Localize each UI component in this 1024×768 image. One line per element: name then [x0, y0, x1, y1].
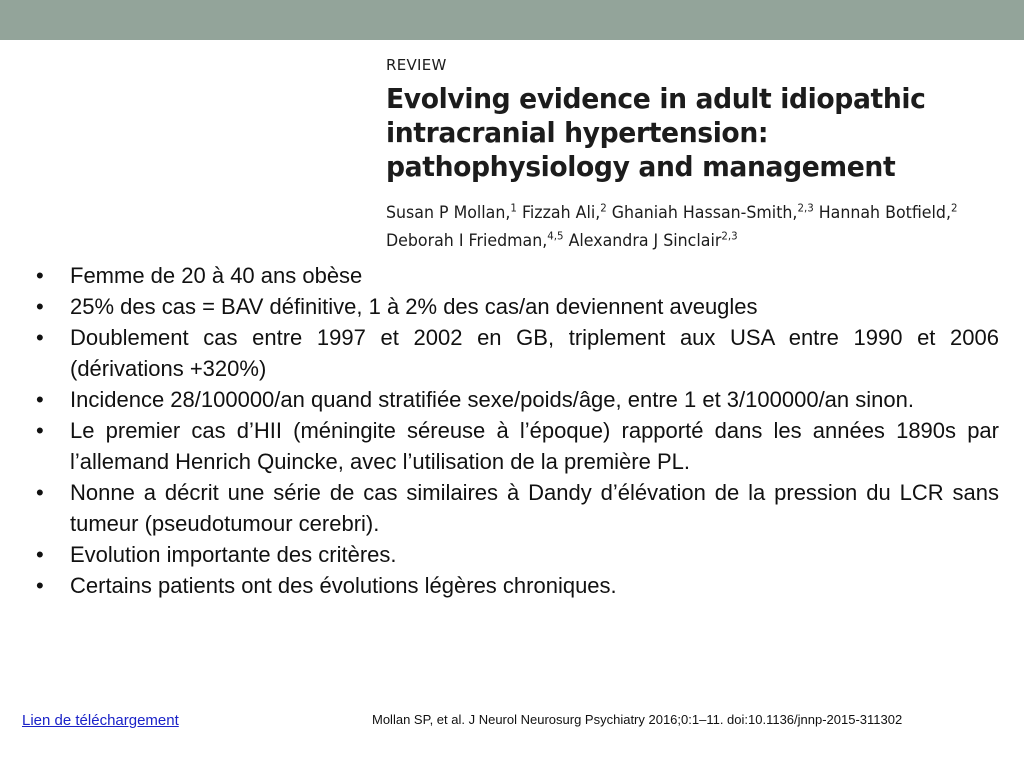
paper-header-image [386, 56, 1006, 253]
author: Ghaniah Hassan-Smith,$^{2,3}$ [611, 201, 814, 223]
author: Hannah Botfield,$^2$ [818, 201, 958, 223]
bullet-item: • Incidence 28/100000/an quand stratifiée sexe/poids/âge, entre 1 et 3/100000/an sinon. [36, 384, 999, 415]
bullet-dot-icon: • [36, 573, 44, 598]
paper-title: Evolving evidence in adult idiopathic intracranial hypertension: pathophysiology and management [386, 82, 926, 183]
bullet-dot-icon: • [36, 325, 44, 350]
bullet-dot-icon: • [36, 294, 44, 319]
paper-authors [386, 196, 963, 253]
paper-kind-label: REVIEW [386, 56, 447, 74]
bullet-dot-icon: • [36, 542, 44, 567]
bullet-dot-icon: • [36, 418, 44, 443]
author: Alexandra J Sinclair$^{2,3}$ [568, 229, 738, 252]
download-link[interactable]: Lien de téléchargement [22, 712, 179, 729]
bullet-item: • 25% des cas = BAV définitive, 1 à 2% des cas/an deviennent aveugles [36, 291, 999, 322]
bullet-dot-icon: • [36, 387, 44, 412]
author: Deborah I Friedman,$^{4,5}$ [386, 229, 564, 252]
citation: Mollan SP, et al. J Neurol Neurosurg Psychiatry 2016;0:1–11. doi:10.1136/jnnp-2015-311302 [372, 712, 903, 727]
bullet-item: • Certains patients ont des évolutions légères chroniques. [36, 570, 999, 601]
bullet-item: • Evolution importante des critères. [36, 539, 999, 570]
top-bar [0, 0, 1024, 40]
bullet-item: • Nonne a décrit une série de cas similaires à Dandy d’élévation de la pression du LCR sans tumeur (pseudotumour cerebri). [36, 477, 999, 539]
bullet-item: • Le premier cas d’HII (méningite séreuse à l’époque) rapporté dans les années 1890s par l’allemand Henrich Quincke, avec l’utilisation de la première PL. [36, 415, 999, 477]
bullet-list [36, 260, 999, 601]
bullet-item: • Femme de 20 à 40 ans obèse [36, 260, 999, 291]
bullet-dot-icon: • [36, 480, 44, 505]
author: Susan P Mollan,$^1$ [386, 201, 517, 223]
bullet-dot-icon: • [36, 263, 44, 288]
bullet-item: • Doublement cas entre 1997 et 2002 en GB, triplement aux USA entre 1990 et 2006 (dérivations +320%) [36, 322, 999, 384]
author: Fizzah Ali,$^2$ [521, 201, 607, 223]
